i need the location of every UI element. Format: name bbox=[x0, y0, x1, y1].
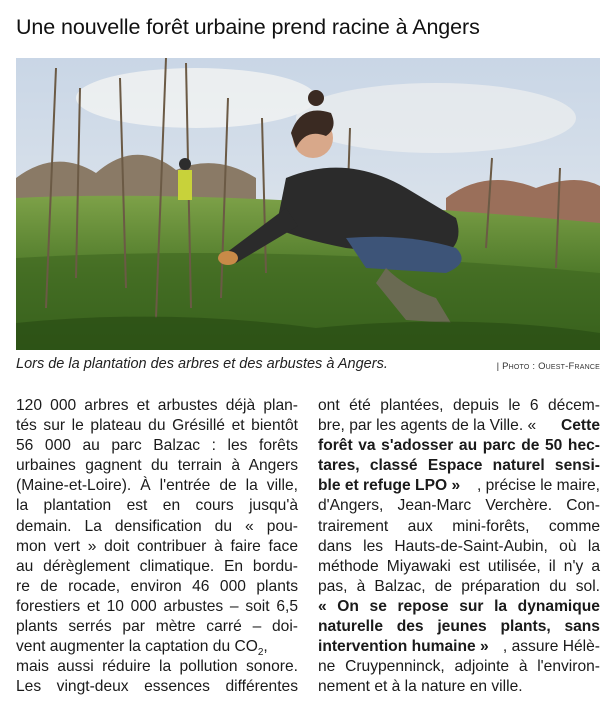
body-line: d'Angers, Jean-Marc Verchère. Con- bbox=[318, 497, 600, 515]
article-photo bbox=[16, 58, 600, 350]
body-line: urbaines gagnent du terrain à Angers bbox=[16, 457, 298, 475]
quote-bold: Cette bbox=[561, 417, 600, 435]
body-line: ont été plantées, depuis le 6 décem- bbox=[318, 397, 600, 414]
body-line: Les vingt-deux essences différentes bbox=[16, 678, 298, 696]
photo-credit: | Photo : Ouest-France bbox=[496, 361, 600, 372]
body-line: demain. La densification du « pou- bbox=[16, 517, 298, 535]
article-body-right-column bbox=[318, 396, 600, 697]
quote-line: naturelle des jeunes plants, sans bbox=[318, 618, 600, 636]
body-line-text: , assure Hélè- bbox=[502, 638, 600, 656]
body-line: trairement aux mini-forêts, comme bbox=[318, 517, 600, 535]
body-line: forestiers et 10 000 arbustes – soit 6,5 bbox=[16, 597, 298, 615]
co2-subscript: 2 bbox=[257, 647, 264, 659]
body-line: pas, à Balzac, de préparation du sol. bbox=[318, 577, 600, 595]
body-line: dans les Hauts-de-Saint-Aubin, où la bbox=[318, 537, 600, 555]
body-line: la plantation est en cours jusqu'à bbox=[16, 497, 298, 515]
headline: Une nouvelle forêt urbaine prend racine à Angers bbox=[16, 15, 480, 39]
body-line: mon vert » doit contribuer à faire face bbox=[16, 537, 298, 555]
body-line: méthode Miyawaki est utilisée, il n'y a bbox=[318, 557, 600, 575]
quote-line: « On se repose sur la dynamique bbox=[318, 597, 600, 615]
body-line: mais aussi réduire la pollution sonore. bbox=[16, 658, 298, 676]
body-line bbox=[318, 637, 600, 657]
body-line: re de rocade, environ 46 000 plants bbox=[16, 577, 298, 595]
body-line-text: bre, par les agents de la Ville. « bbox=[318, 417, 537, 435]
body-line-punct: , bbox=[263, 638, 268, 656]
quote-bold: ble et refuge LPO » bbox=[318, 477, 461, 495]
quote-line: tares, classé Espace naturel sensi- bbox=[318, 457, 600, 475]
body-line: 120 000 arbres et arbustes déjà plan- bbox=[16, 397, 298, 414]
body-line: au dérèglement climatique. En bordu- bbox=[16, 557, 298, 575]
quote-bold: intervention humaine » bbox=[318, 638, 489, 656]
body-line: nement et à la nature en ville. bbox=[318, 678, 523, 696]
photo-caption: Lors de la plantation des arbres et des arbustes à Angers. bbox=[16, 356, 388, 372]
body-line bbox=[318, 416, 600, 436]
body-line-co2 bbox=[16, 637, 298, 657]
body-line bbox=[318, 476, 600, 496]
planting-photo-illustration bbox=[16, 58, 600, 350]
quote-line: forêt va s'adosser au parc de 50 hec- bbox=[318, 437, 600, 455]
body-line-text: vent augmenter la captation du CO bbox=[16, 638, 258, 656]
body-line-text: , précise le maire, bbox=[476, 477, 600, 495]
article-body-left-column bbox=[16, 396, 298, 697]
body-line: plants serrés par mètre carré – doi- bbox=[16, 618, 298, 636]
body-line: (Maine-et-Loire). À l'entrée de la ville, bbox=[16, 477, 298, 495]
body-line: 56 000 au parc Balzac : les forêts bbox=[16, 437, 298, 455]
body-line: ne Cruypenninck, adjointe à l'environ- bbox=[318, 658, 600, 676]
body-line: tés sur le plateau du Grésillé et bientôt bbox=[16, 417, 298, 435]
